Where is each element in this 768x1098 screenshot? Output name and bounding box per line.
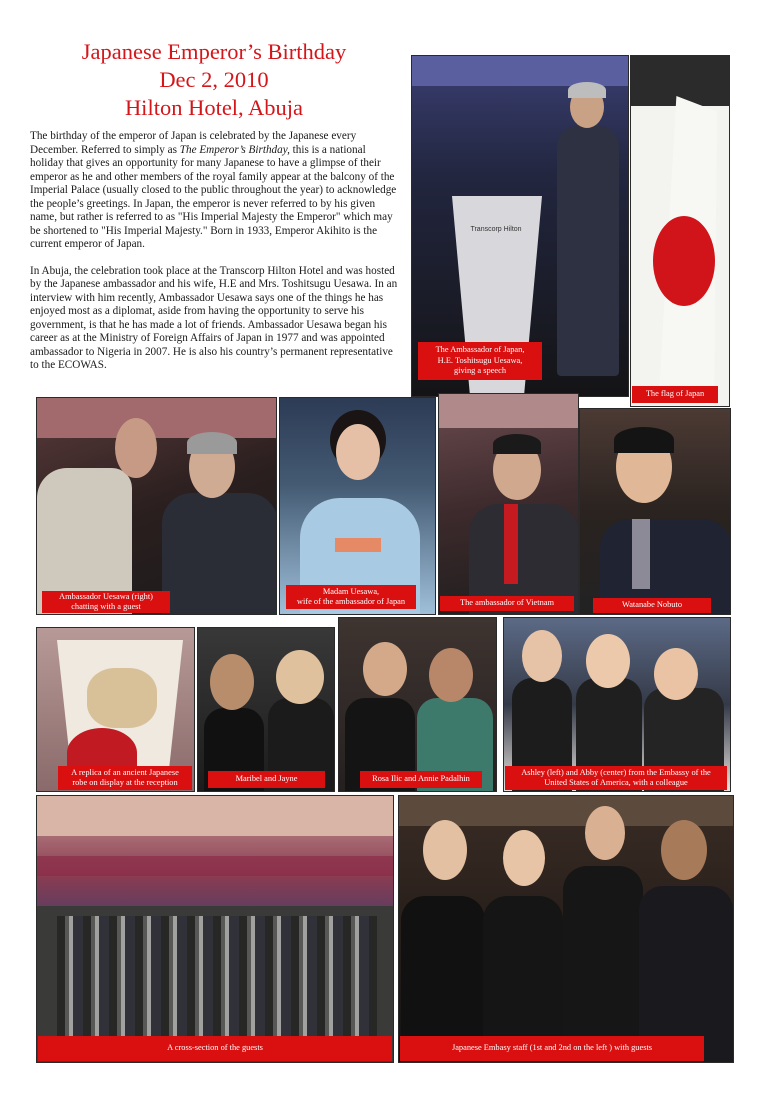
caption-speech-line1: The Ambassador of Japan, [435,345,525,355]
article-paragraph-1 [30,130,400,252]
article-paragraph-2: In Abuja, the celebration took place at the Transcorp Hilton Hotel and was hosted by the Japanese ambassador and his wife, H.E and Mrs. Toshitsugu Uesawa. In an interview with him recently, Ambassador Uesawa says one of the things he has enjoyed most as a diplomat, aside from having the opportunity to serve his government, is that he has made a lot of friends. Ambassador Uesawa began his career as at the Ministry of Foreign Affairs of Japan in 1977 and was appointed ambassador to Nigeria in 2007. He is also his country’s permanent representative to the ECOWAS. [30,264,398,371]
caption-chat [42,591,170,613]
photo-maribel-jayne [197,627,335,792]
caption-rosa: Rosa Ilic and Annie Padalhin [360,771,482,788]
article-p1-text-end: this is a national holiday that gives an opportunity for many Japanese to have a glimpse of their emperor as he and other members of the royal family appear at the balcony of the Imperial Palace (usually closed to the public throughout the year) to acknowledge the people’s greetings. In Japan, the emperor is never referred to by his given name, but rather is referred to as "His Imperial Majesty the Emperor" which may be shortened to "His Imperial Majesty." Born in 1933, Emperor Akihito is the current emperor of Japan. [30,143,397,250]
caption-robe-line1: A replica of an ancient Japanese [71,767,179,777]
caption-maribel: Maribel and Jayne [208,771,325,788]
title-line-1: Japanese Emperor’s Birthday [81,39,347,64]
caption-speech-line2: H.E. Toshitsugu Uesawa, [437,355,523,365]
caption-speech [418,342,542,380]
caption-flag: The flag of Japan [632,386,718,403]
article-p1-italic: The Emperor’s Birthday, [179,143,290,156]
caption-watanabe: Watanabe Nobuto [593,598,711,613]
caption-chat-line1: Ambassador Uesawa (right) [59,591,153,601]
article-p1-text: The birthday of the emperor of Japan is celebrated by the Japanese every December. Referred to simply as [30,130,357,156]
caption-madam [286,585,416,609]
title-line-2: Dec 2, 2010 [159,67,269,92]
caption-madam-line1: Madam Uesawa, [322,586,380,596]
photo-rosa-annie [338,617,497,792]
photo-madam-uesawa [279,397,436,615]
flag-red-disc [653,216,715,306]
caption-ashley [505,766,727,790]
caption-speech-line3: giving a speech [453,366,507,376]
caption-chat-line2: chatting with a guest [71,602,141,611]
caption-robe-line2: robe on display at the reception [72,778,178,787]
photo-ambassador-chatting [36,397,277,615]
photo-flag-of-japan [630,55,730,407]
article-body [30,130,400,386]
photo-guests-crowd [36,795,394,1063]
caption-robe [58,766,192,790]
photo-watanabe-nobuto [579,408,731,615]
caption-crowd: A cross-section of the guests [38,1036,392,1061]
caption-vietnam: The ambassador of Vietnam [440,596,574,611]
caption-staff: Japanese Embasy staff (1st and 2nd on the left ) with guests [400,1036,704,1061]
title-line-3: Hilton Hotel, Abuja [124,95,304,120]
page-title [36,38,392,122]
photo-embassy-staff [398,795,734,1063]
caption-ashley-line1: Ashley (left) and Abby (center) from the Embassy of the [521,767,711,777]
caption-ashley-line2: United States of America, with a colleague [544,778,688,787]
photo-ambassador-vietnam [438,393,579,615]
caption-madam-line2: wife of the ambassador of Japan [296,597,406,606]
podium-sign: Transcorp Hilton [470,226,522,233]
